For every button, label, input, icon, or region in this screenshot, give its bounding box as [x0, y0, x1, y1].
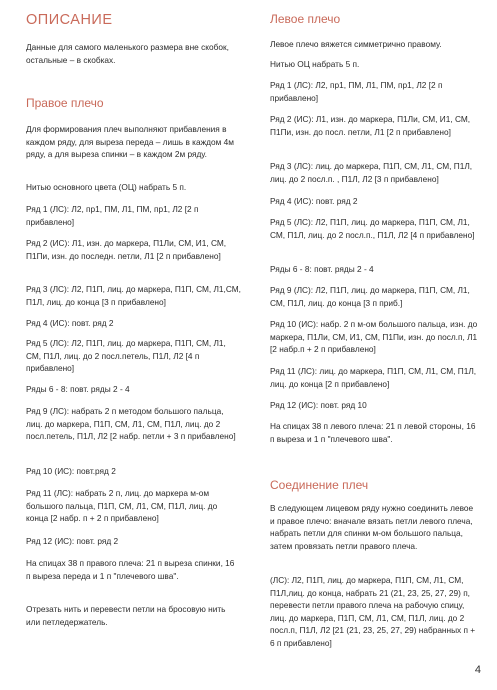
paragraph: Ряд 12 (ИС): повт. ряд 2 — [26, 536, 119, 546]
paragraph: Ряды 6 - 8: повт. ряды 2 - 4 — [270, 264, 374, 274]
intro-text: Данные для самого маленького размера вне скобок, остальные – в скобках. — [26, 42, 229, 65]
paragraph: Ряд 3 (ЛС): Л2, П1П, лиц. до маркера, П1П, СМ, Л1,СМ, П1Л, лиц. до конца [3 п прибавлено] — [26, 284, 241, 307]
paragraph: Ряд 11 (ЛС): лиц. до маркера, П1П, СМ, Л1, СМ, П1Л, лиц. до конца [2 п прибавлено] — [270, 366, 477, 389]
paragraph: Ряд 12 (ИС): повт. ряд 10 — [270, 400, 367, 410]
paragraph: Левое плечо вяжется симметрично правому. — [270, 39, 442, 49]
paragraph: Ряд 9 (ЛС): Л2, П1П, лиц. до маркера, П1П, СМ, Л1, СМ, П1Л, лиц. до конца [3 п приб.] — [270, 285, 470, 308]
paragraph: Ряд 11 (ЛС): набрать 2 п, лиц. до маркера м-ом большого пальца, П1П, СМ, Л1, СМ, П1Л, лиц. до конца [2 набр. п + 2 п прибавлено] — [26, 488, 218, 524]
paragraph: Ряд 3 (ЛС): лиц. до маркера, П1П, СМ, Л1, СМ, П1Л, лиц. до 2 посл.п. , П1Л, Л2 [3 п прибавлено] — [270, 161, 473, 184]
paragraph: Ряд 4 (ИС): повт. ряд 2 — [270, 196, 358, 206]
paragraph: Ряды 6 - 8: повт. ряды 2 - 4 — [26, 384, 130, 394]
paragraph: Ряд 10 (ИС): повт.ряд 2 — [26, 466, 116, 476]
paragraph: Ряд 4 (ИС): повт. ряд 2 — [26, 318, 114, 328]
paragraph: Ряд 5 (ЛС): Л2, П1П, лиц. до маркера, П1П, СМ, Л1, СМ, П1Л, лиц. до 2 посл.петель, П1Л, Л2 [4 п прибавлено] — [26, 338, 226, 374]
right-shoulder-heading: Правое плечо — [26, 96, 104, 110]
paragraph: Ряд 1 (ЛС): Л2, пр1, ПМ, Л1, ПМ, пр1, Л2 [2 п прибавлено] — [26, 204, 199, 227]
paragraph: (ЛС): Л2, П1П, лиц. до маркера, П1П, СМ, Л1, СМ, П1Л,лиц. до конца, набрать 21 (21, 23, 25, 27, 29) п, перевести петли правого плеча на рабочую спицу, лиц. до маркера, П1П, СМ, Л1, СМ, П1Л, лиц. до 2 посл.п, П1Л, Л2 [21 (21, 23, 25, 27, 29) набранных п + 6 п прибавлено] — [270, 575, 476, 648]
page-title: ОПИСАНИЕ — [26, 12, 113, 28]
left-shoulder-heading: Левое плечо — [270, 12, 341, 26]
paragraph: На спицах 38 п левого плеча: 21 п левой стороны, 16 п выреза и 1 п "плечевого шва". — [270, 421, 476, 444]
paragraph: Ряд 2 (ИС): Л1, изн. до маркера, П1Ли, СМ, И1, СМ, П1Пи, изн. до посл. петли, Л1 [2 п прибавлено] — [270, 114, 471, 137]
joining-heading: Соединение плеч — [270, 478, 369, 492]
paragraph: Ряд 2 (ИС): Л1, изн. до маркера, П1Ли, СМ, И1, СМ, П1Пи, изн. до последн. петли, Л1 [2 п прибавлено] — [26, 238, 227, 261]
page-number: 4 — [474, 664, 481, 676]
paragraph: Для формирования плеч выполняют прибавления в каждом ряду, для выреза переда – лишь в каждом 4м ряду, а для выреза спинки – в каждом 2м ряду. — [26, 124, 234, 160]
paragraph: Ряд 5 (ЛС): Л2, П1П, лиц. до маркера, П1П, СМ, Л1, СМ, П1Л, лиц. до 2 посл.п., П1Л, Л2 [4 п прибавлено] — [270, 217, 475, 240]
paragraph: Отрезать нить и перевести петли на бросовую нить или петледержатель. — [26, 604, 226, 627]
paragraph: Нитью ОЦ набрать 5 п. — [270, 59, 360, 69]
paragraph: Ряд 9 (ЛС): набрать 2 п методом большого пальца, лиц. до маркера, П1П, СМ, Л1, СМ, П1Л, лиц. до 2 посл.петель, П1Л, Л2 [2 набр. петли + 3 п прибавлено] — [26, 406, 236, 442]
paragraph: Нитью основного цвета (ОЦ) набрать 5 п. — [26, 182, 187, 192]
paragraph: В следующем лицевом ряду нужно соединить левое и правое плечо: вначале вязать петли левого плеча, набрать петли для спинки м-ом большого пальца, затем провязать петли правого плеча. — [270, 503, 474, 551]
paragraph: На спицах 38 п правого плеча: 21 п выреза спинки, 16 п выреза переда и 1 п "плечевого шва". — [26, 558, 235, 581]
paragraph: Ряд 1 (ЛС): Л2, пр1, ПМ, Л1, ПМ, пр1, Л2 [2 п прибавлено] — [270, 80, 443, 103]
paragraph: Ряд 10 (ИС): набр. 2 п м-ом большого пальца, изн. до маркера, П1Ли, СМ, И1, СМ, П1Пи, изн. до посл.п, Л1 [2 набр.п + 2 п прибавлено] — [270, 319, 478, 355]
